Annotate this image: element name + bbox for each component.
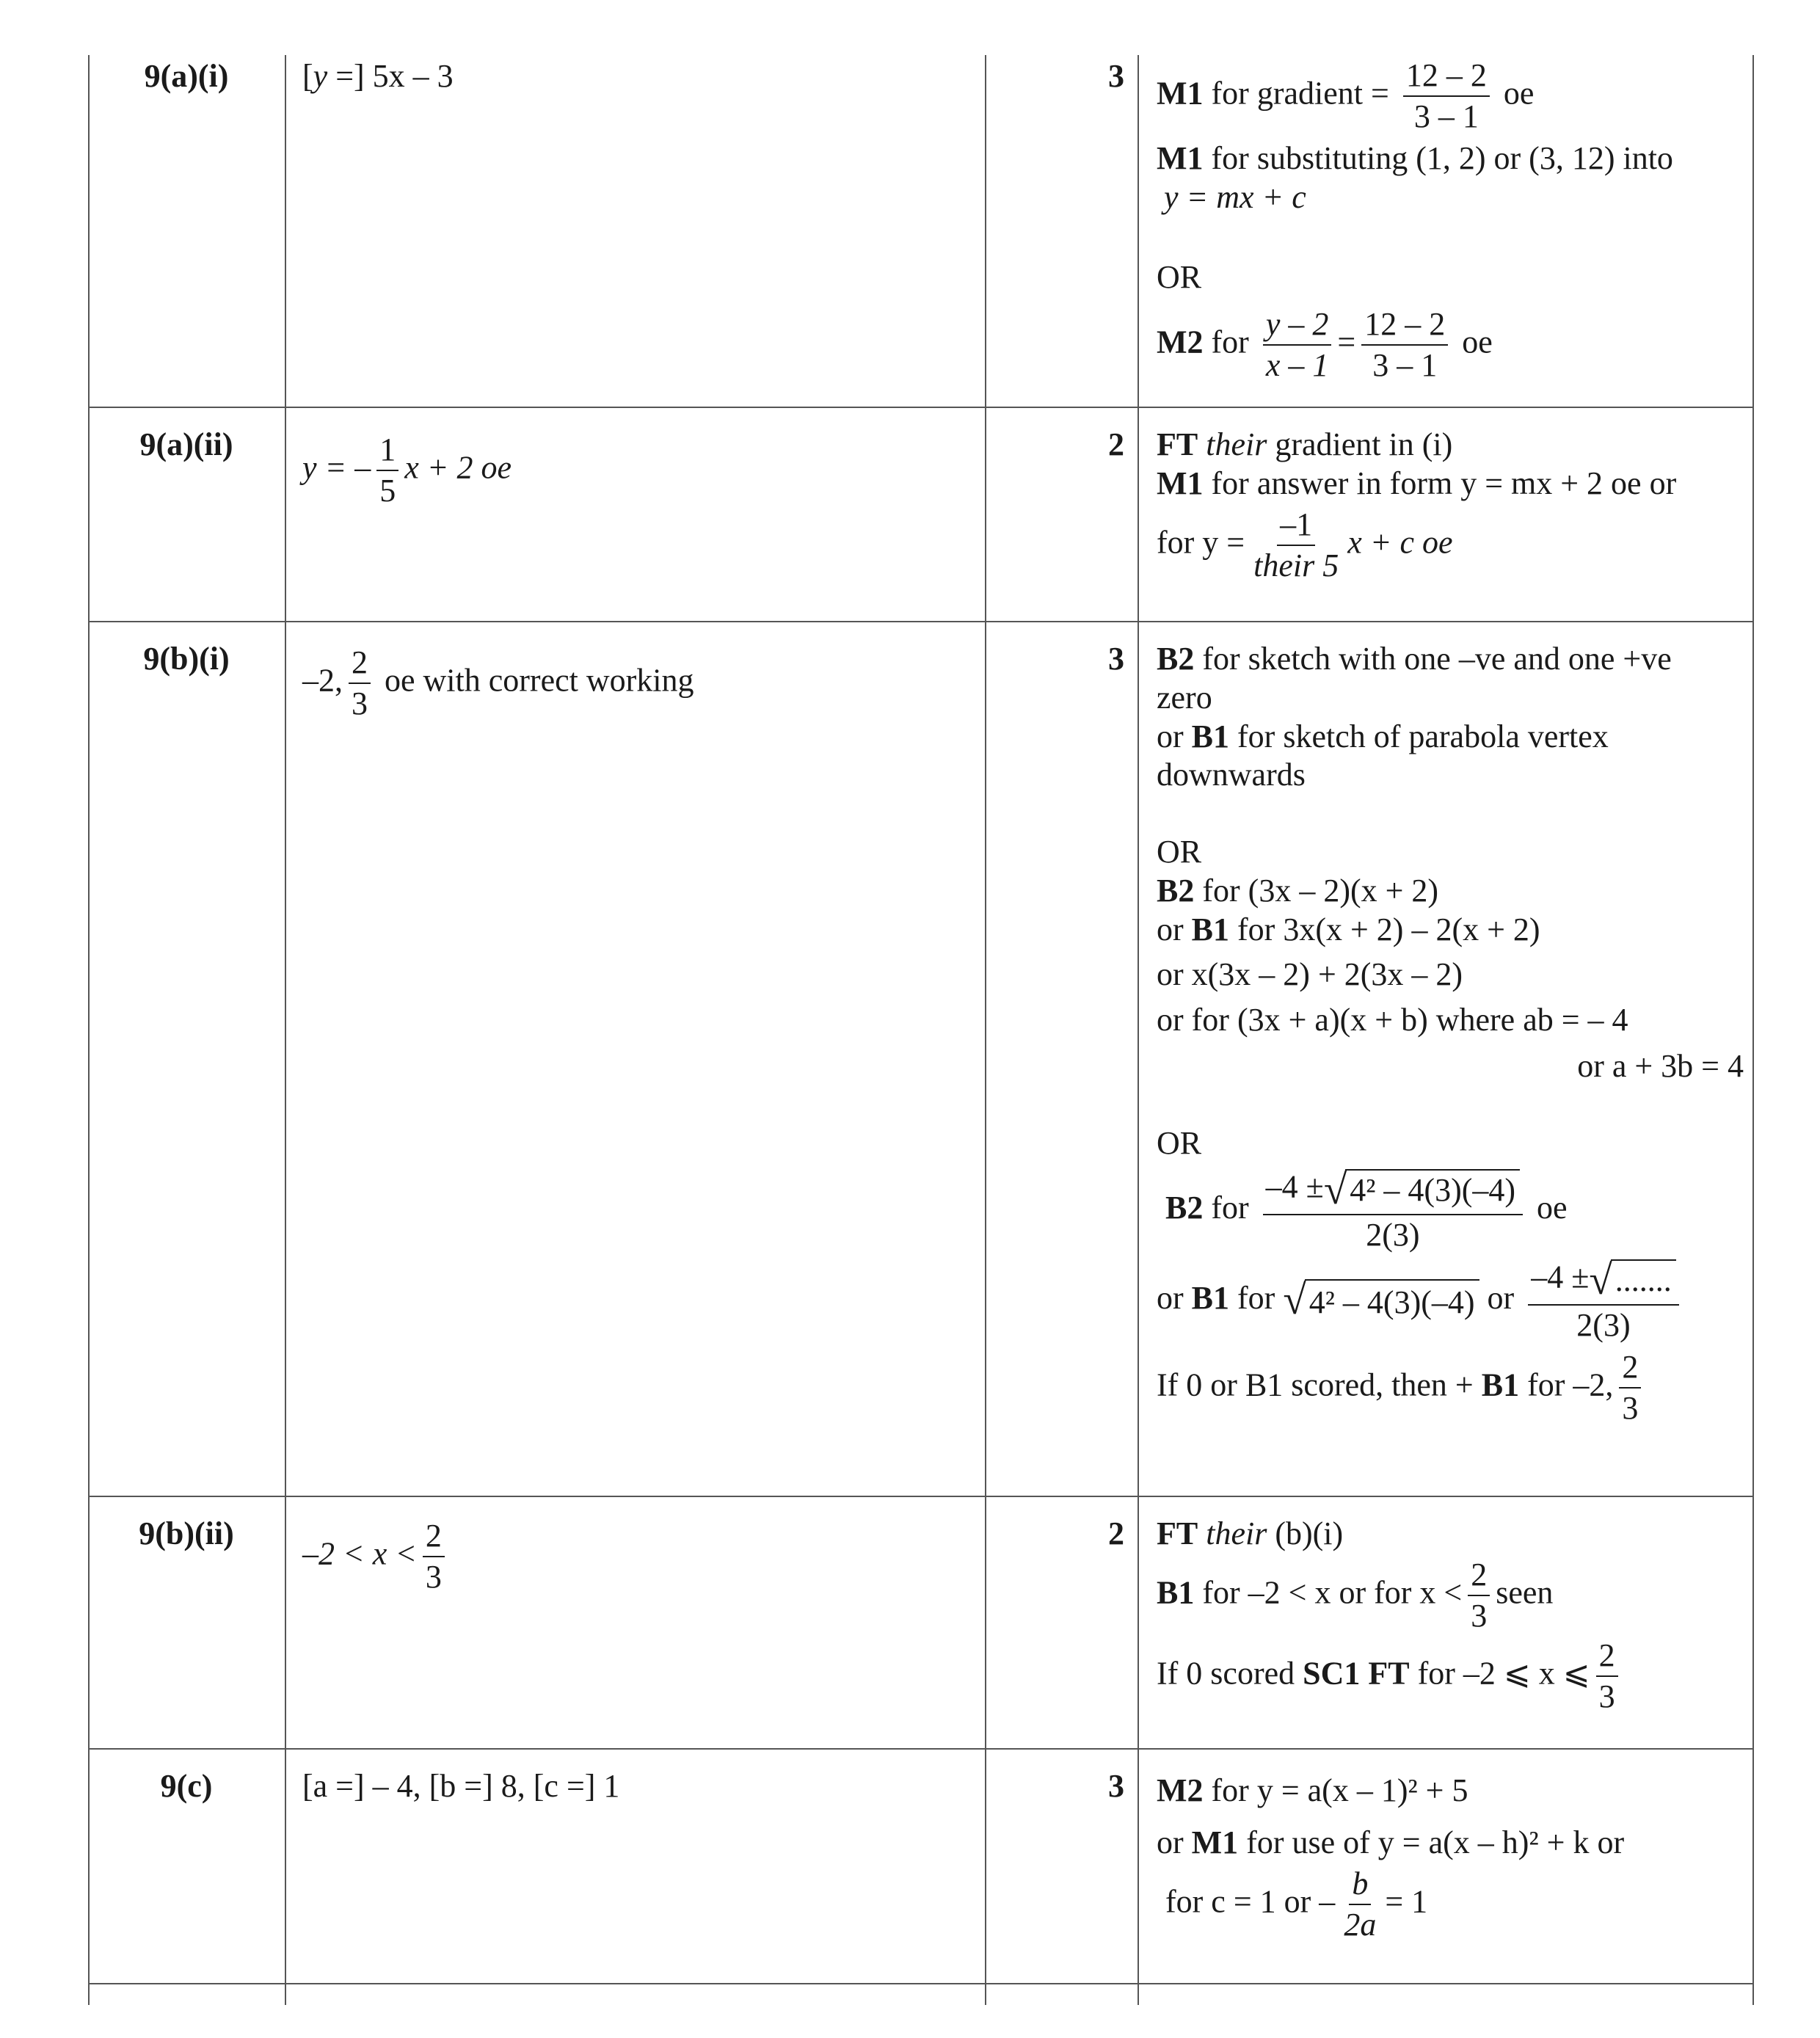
fraction: $\frac{2}{3}$	[423, 1519, 445, 1594]
fraction: $\frac{2}{3}$	[349, 646, 371, 721]
answer-cell: –2, $\frac{2}{3}$ oe with correct working	[302, 644, 694, 722]
sqrt: √ 4² – 4(3)(–4)	[1283, 1279, 1479, 1322]
marks: 2	[1108, 1515, 1124, 1551]
sqrt: √ .......	[1589, 1259, 1675, 1301]
fraction: $\frac{1}{5}$	[376, 433, 398, 508]
question-number: 9(a)(i)	[144, 58, 229, 94]
marks: 3	[1108, 1768, 1124, 1804]
question-number: 9(a)(ii)	[139, 426, 233, 462]
fraction: $\frac{2}{3}$	[1596, 1639, 1618, 1714]
row-rule	[88, 1983, 1754, 1984]
guidance-cell: B2 for sketch with one –ve and one +ve zero or B1 for sketch of parabola vertex downwards OR B2 for (3x – 2)(x + 2) or B1 for 3x(x + 2) – 2(x + 2) or x(3x – 2) + 2(3x – 2) or for (3x + a)(x + b) where ab = – 4 or a + 3b = 4 OR B2 for –4 ± √ 4² – 4(3)(–4) 2(3) oe or B1 for √ 4² – 4(3)(–4) or –4 ± √ ....... 2(3) If 0 or B1 scored, then + B1 for –2, $\frac{2}{3}$	[1157, 641, 1744, 1426]
column-rule	[1752, 55, 1754, 2005]
guidance-cell: FT their gradient in (i) M1 for answer in form y = mx + 2 oe or for y = $\frac{-1}{\text{their 5}}$ x + c oe	[1157, 426, 1677, 583]
question-number: 9(b)(i)	[143, 641, 230, 677]
question-number: 9(c)	[160, 1768, 213, 1804]
column-rule	[985, 55, 986, 2005]
column-rule	[285, 55, 286, 2005]
fraction: –4 ± √ 4² – 4(3)(–4) 2(3)	[1263, 1169, 1523, 1252]
row-rule	[88, 407, 1754, 408]
column-rule	[1138, 55, 1139, 2005]
answer-cell: [a =] – 4, [b =] 8, [c =] 1	[302, 1768, 620, 1804]
marks: 3	[1108, 58, 1124, 94]
marks: 2	[1108, 426, 1124, 462]
answer-cell: y = – $\frac{1}{5}$ x + 2 oe	[302, 432, 512, 509]
fraction: –4 ± √ ....... 2(3)	[1528, 1259, 1679, 1342]
answer-cell: –2 < x < $\frac{2}{3}$	[302, 1519, 963, 1594]
fraction: $\frac{b}{2a}$	[1344, 1865, 1377, 1943]
row-rule	[88, 1496, 1754, 1497]
row-rule	[88, 621, 1754, 622]
fraction: $\frac{-1}{\text{their 5}}$	[1253, 506, 1339, 583]
row-rule	[88, 1748, 1754, 1750]
guidance-cell: M2 for y = a(x – 1)² + 5 or M1 for use of y = a(x – h)² + k or for c = 1 or – $\frac{b}{2a}$ = 1	[1157, 1772, 1625, 1943]
fraction: $\frac{12 - 2}{3 - 1}$	[1361, 307, 1448, 382]
guidance-cell: M1 for gradient = $\frac{12 - 2}{3 - 1}$ oe M1 for substituting (1, 2) or (3, 12) into y = mx + c OR M2 for $\frac{y - 2}{x - 1}$ = $\frac{12 - 2}{3 - 1}$ oe	[1157, 57, 1673, 383]
guidance-cell: FT their (b)(i) B1 for –2 < x or for x < $\frac{2}{3}$ seen If 0 scored SC1 FT for –2 ⩽ x ⩽ $\frac{2}{3}$	[1157, 1515, 1744, 1714]
marks: 3	[1108, 641, 1124, 677]
fraction: $\frac{2}{3}$	[1619, 1350, 1641, 1425]
fraction: $\frac{y - 2}{x - 1}$	[1263, 307, 1332, 382]
fraction: $\frac{2}{3}$	[1468, 1558, 1490, 1633]
fraction: $\frac{12 - 2}{3 - 1}$	[1403, 59, 1490, 134]
question-number: 9(b)(ii)	[139, 1515, 234, 1551]
sqrt: √ 4² – 4(3)(–4)	[1324, 1169, 1520, 1211]
answer-cell: [y =] 5x – 3	[302, 58, 454, 94]
column-rule	[88, 55, 90, 2005]
